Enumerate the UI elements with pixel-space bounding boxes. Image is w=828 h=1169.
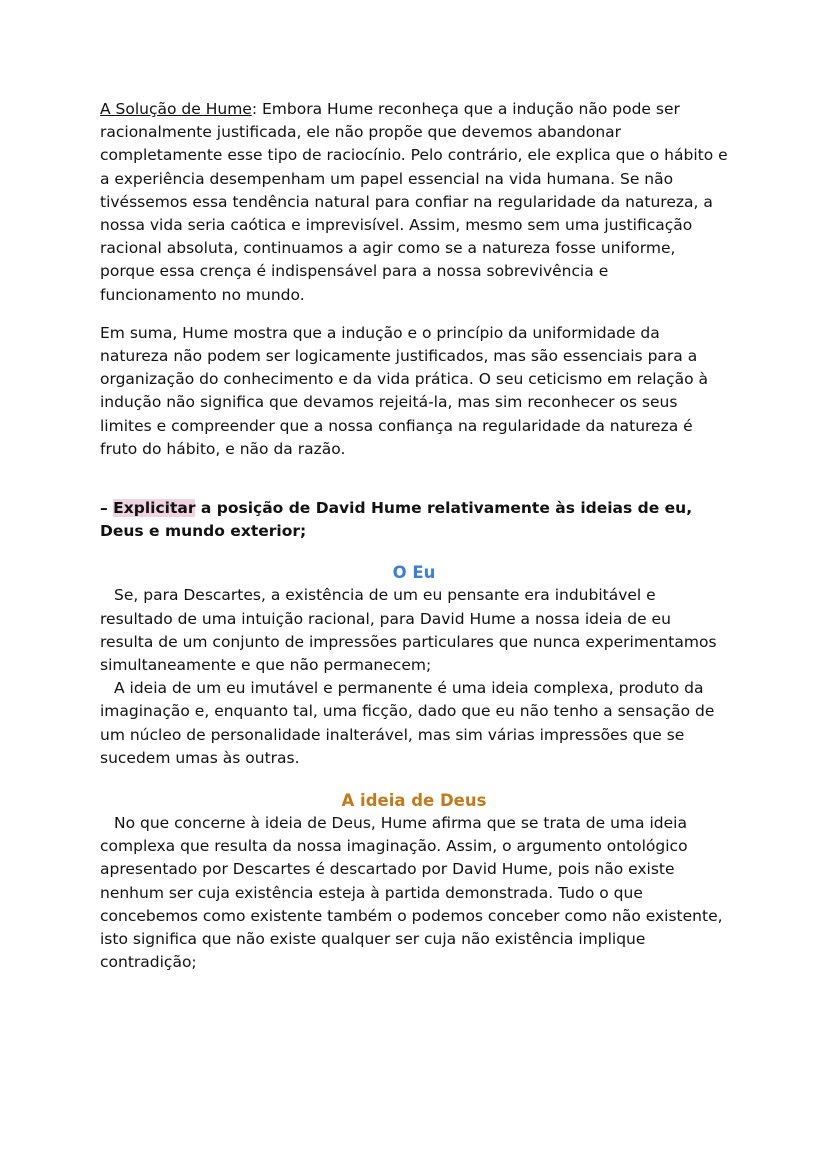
section-title-eu: O Eu xyxy=(392,563,436,583)
highlighted-word: Explicitar xyxy=(113,499,196,518)
summary-paragraph: Em suma, Hume mostra que a indução e o princípio da uniformidade da natureza não podem ser logicamente justificados, mas são essenciais para a organização do conhecimento e da vida prática. O seu ceticismo em relação à indução não significa que devamos rejeitá-la, mas sim reconhecer os seus limites e compreender que a nossa confiança na regularidade da natureza é fruto do hábito, e não da razão. xyxy=(100,323,708,458)
eu-paragraph-1: Se, para Descartes, a existência de um eu pensante era indubitável e resultado de uma intuição racional, para David Hume a nossa ideia de eu resulta de um conjunto de impressões particulares que nunca experimentamos simultaneamente e que não permanecem; xyxy=(100,586,717,675)
solution-text: : Embora Hume reconheça que a indução não pode ser racionalmente justificada, ele não propõe que devemos abandonar completamente esse tipo de raciocínio. Pelo contrário, ele explica que o hábito e a experiência desempenham um papel essencial na vida humana. Se não tivéssemos essa tendência natural para confiar na regularidade da natureza, a nossa vida seria caótica e imprevisível. Assim, mesmo sem uma justificação racional absoluta, continuamos a agir como se a natureza fosse uniforme, porque essa crença é indispensável para a nossa sobrevivência e funcionamento no mundo. xyxy=(100,100,728,304)
document-page xyxy=(100,98,728,975)
question-heading xyxy=(100,497,728,543)
question-text: a posição de David Hume relativamente às ideias de eu, Deus e mundo exterior; xyxy=(100,499,693,541)
solution-label: A Solução de Hume xyxy=(100,100,252,118)
deus-paragraph-1: No que concerne à ideia de Deus, Hume afirma que se trata de uma ideia complexa que resulta da nossa imaginação. Assim, o argumento ontológico apresentado por Descartes é descartado por David Hume, pois não existe nenhum ser cuja existência esteja à partida demonstrada. Tudo o que concebemos como existente também o podemos conceber como não existente, isto significa que não existe qualquer ser cuja não existência implique contradição; xyxy=(100,814,723,972)
hume-solution-paragraph xyxy=(100,98,728,307)
question-prefix: – xyxy=(100,499,114,518)
eu-paragraph-2: A ideia de um eu imutável e permanente é uma ideia complexa, produto da imaginação e, enquanto tal, uma ficção, dado que eu não tenho a sensação de um núcleo de personalidade inalterável, mas sim várias impressões que se sucedem umas às outras. xyxy=(100,679,715,767)
section-title-deus: A ideia de Deus xyxy=(341,791,487,811)
